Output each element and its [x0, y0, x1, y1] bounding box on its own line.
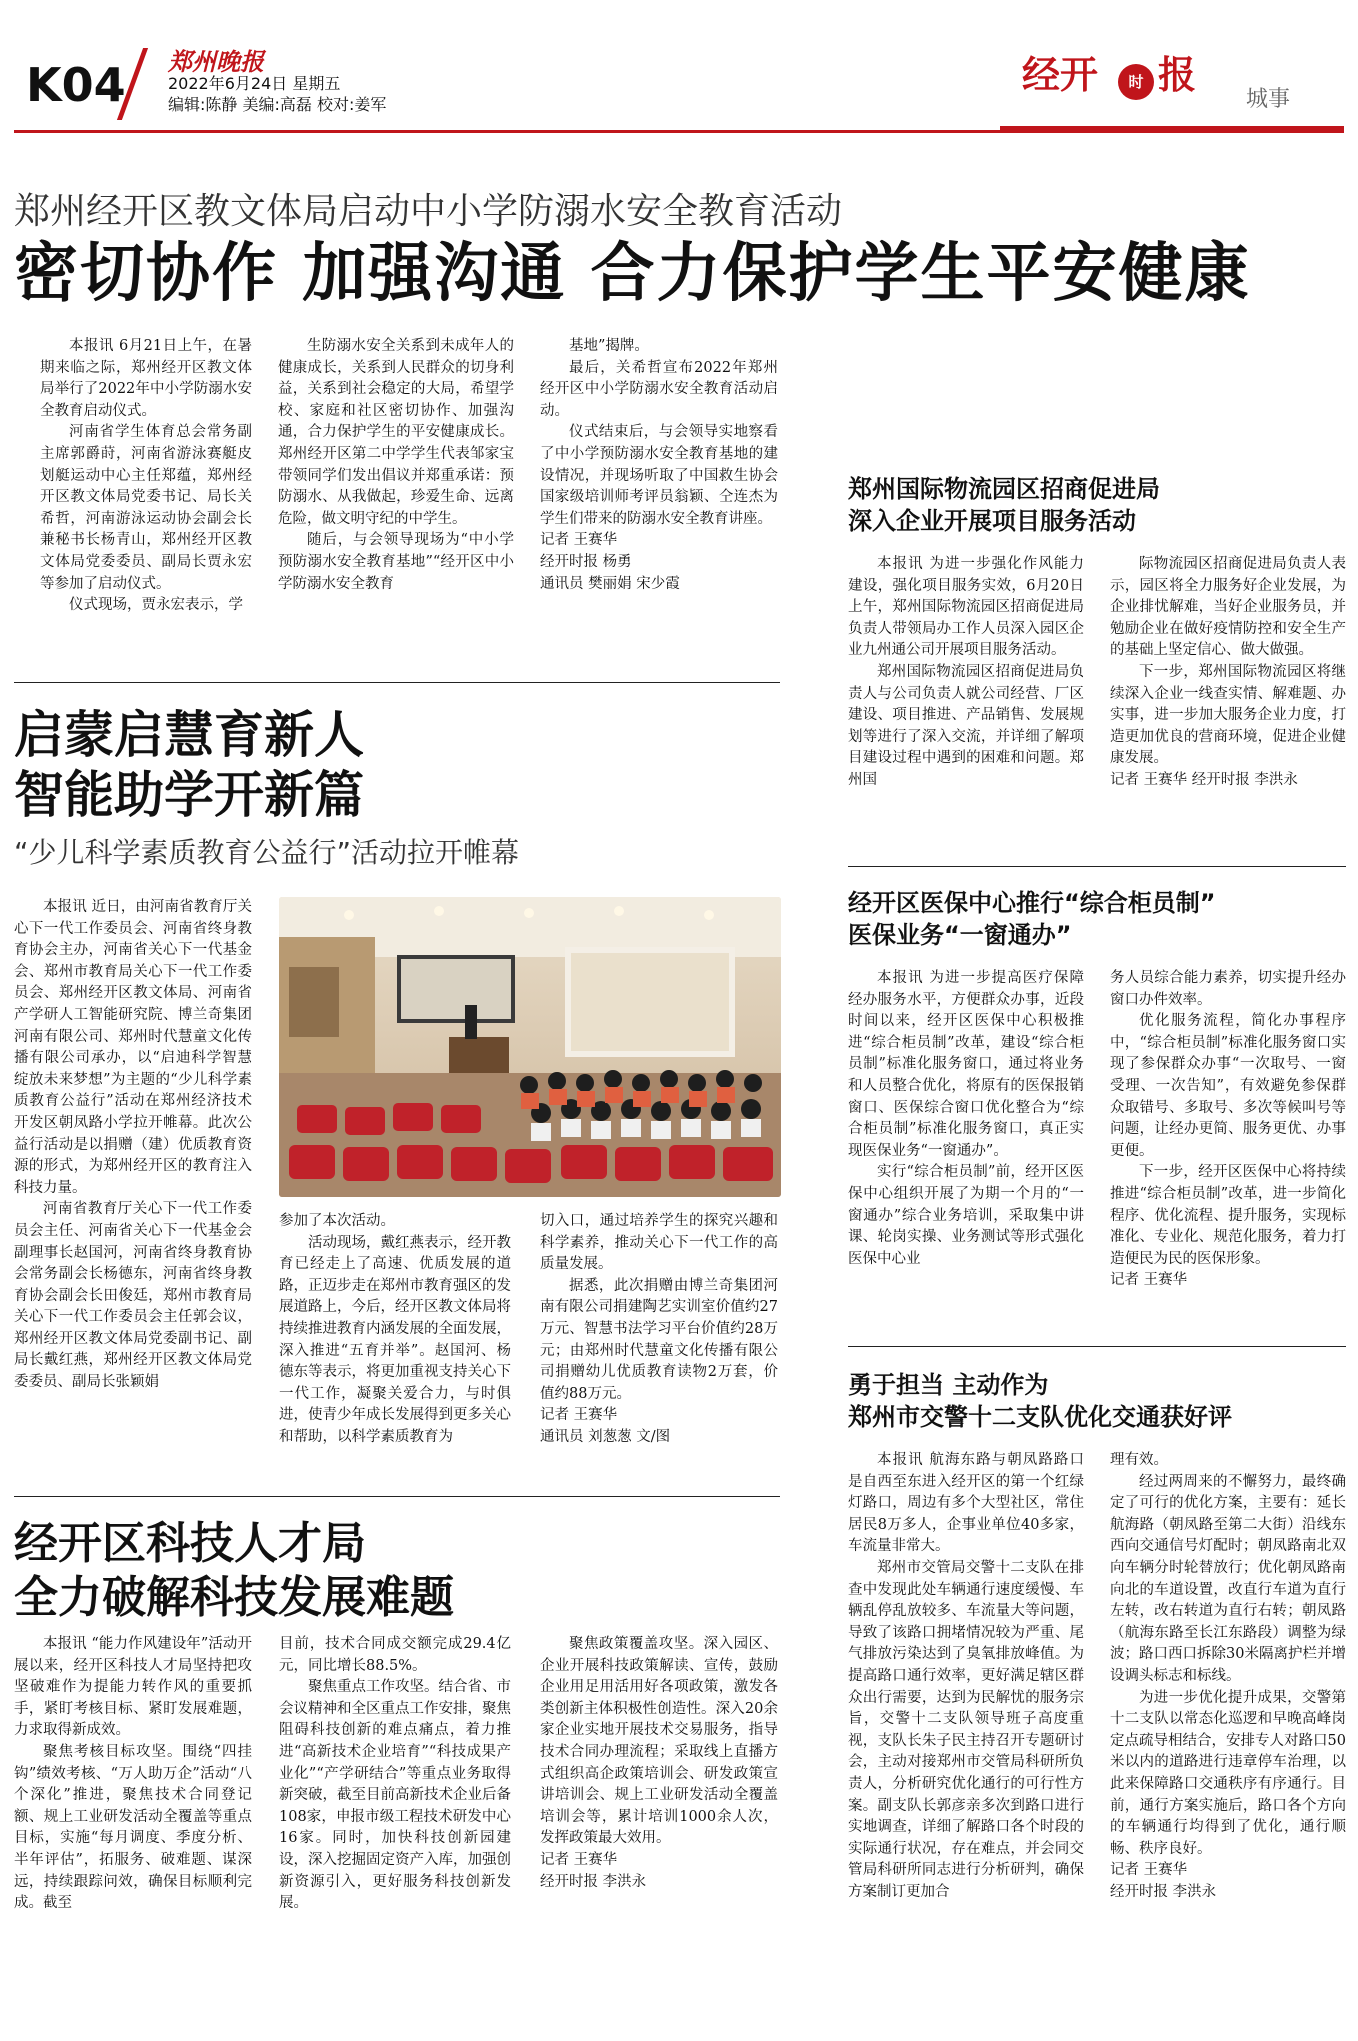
- a6-title-line2: 全力破解科技发展难题: [14, 1572, 454, 1623]
- header-accent-rule: [1000, 126, 1344, 130]
- brand-name-a: 经开: [1022, 53, 1099, 97]
- a3-title-line1: 启蒙启慧育新人: [14, 706, 364, 764]
- editor-credits: 编辑:陈静 美编:高磊 校对:姜军: [168, 95, 387, 114]
- a6-title-line1: 经开区科技人才局: [14, 1518, 366, 1569]
- auditorium-photo-icon: [279, 897, 781, 1197]
- a4-col2: 务人员综合能力素养，切实提升经办窗口办件效率。 优化服务流程，简化办事程序中，“综合柜员制”标准化服务窗口实现了参保群众办事“一次取号、一窗受理、一次告知”，有效避免参保群众取错号、多取号、多次等候叫号等问题，让经办更简、服务更优、办事更便。 下一步，经开区医保中心将持续推进“综合柜员制”改革，进一步简化程序、优化流程、提升服务，实现标准化、专业化、规范化服务，着力打造便民为民的医保形象。 记者 王赛华: [1110, 970, 1346, 1289]
- a2-col2: 际物流园区招商促进局负责人表示，园区将全力服务好企业发展，为企业排忧解难，当好企业服务员，并勉励企业在做好疫情防控和安全生产的基础上坚定信心、做大做强。 下一步，郑州国际物流园区将继续深入企业一线查实情、解难题、办实事，进一步加大服务企业力度，打造更加优良的营商环境，促进企业健康发展。 记者 王赛华 经开时报 李洪永: [1110, 556, 1346, 788]
- a3-subtitle: “少儿科学素质教育公益行”活动拉开帷幕: [14, 836, 520, 869]
- a6-col1: 本报讯 “能力作风建设年”活动开展以来，经开区科技人才局坚持把攻坚破难作为提能力转作风的重要抓手，紧盯考核目标、紧盯发展难题，力求取得新成效。 聚焦考核目标攻坚。围绕“四挂钩”绩效考核、“万人助万企”活动“八个深化”推进，聚焦技术合同登记额、规上工业研发活动全覆盖等重点目标，实施“每月调度、季度分析、半年评估”，拓服务、破难题、谋深远，持续跟踪问效，确保目标顺利完成。截至: [14, 1636, 252, 1912]
- a5-col1: 本报讯 航海东路与朝凤路路口是自西至东进入经开区的第一个红绿灯路口，周边有多个大型社区，常住居民8万多人，企事业单位40多家，车流量非常大。 郑州市交管局交警十二支队在排查中发现此处车辆通行速度缓慢、车辆乱停乱放较多、车流量大等问题，导致了该路口拥堵情况较为严重、尾气排放污染达到了臭氧排放峰值。为提高路口通行效率，更好满足辖区群众出行需要，达到为民解忧的服务宗旨，交警十二支队领导班子高度重视，支队长朱子民主持召开专题研讨会，主动对接郑州市交管局科研所负责人，分析研究优化通行的可行性方案。副支队长郭彦亲多次到路口进行实地调查，详细了解路口各个时段的实际通行状况，存在难点，并会同交管局科研所同志进行分析研判，确保方案制订更加合: [848, 1452, 1084, 1900]
- a5-title-line1: 勇于担当 主动作为: [848, 1371, 1049, 1399]
- section-label: 城事: [1246, 87, 1291, 112]
- a3-col2: 参加了本次活动。 活动现场，戴红燕表示，经开教育已经走上了高速、优质发展的道路，正迈步走在郑州市教育强区的发展道路上，今后，经开区教文体局将持续推进教育内涵发展的全面发展，深入推进“五育并举”。赵国河、杨德东等表示，将更加重视支持关心下一代工作，凝聚关爱合力，与时俱进，使青少年成长发展得到更多关心和帮助，以科学素质教育为: [279, 1213, 511, 1445]
- a2-title-line2: 深入企业开展项目服务活动: [848, 507, 1136, 535]
- divider: [848, 1346, 1346, 1347]
- a2-title-line1: 郑州国际物流园区招商促进局: [848, 475, 1160, 503]
- a5-title-line2: 郑州市交警十二支队优化交通获好评: [848, 1403, 1232, 1431]
- a1-kicker: 郑州经开区教文体局启动中小学防溺水安全教育活动: [14, 191, 843, 232]
- divider: [14, 1496, 780, 1497]
- a6-col3: 聚焦政策覆盖攻坚。深入园区、企业开展科技政策解读、宣传，鼓励企业用足用活用好各项政策，激发各类创新主体积极性创造性。深入20余家企业实地开展技术交易服务，指导技术合同办理流程；采取线上直播方式组织高企政策培训会、研发政策宣讲培训会、规上工业研发活动全覆盖培训会等，累计培训1000余人次，发挥政策最大效用。 记者 王赛华 经开时报 李洪永: [540, 1636, 778, 1890]
- issue-date: 2022年6月24日 星期五: [168, 74, 341, 93]
- event-photo: [279, 897, 781, 1197]
- a1-title: 密切协作 加强沟通 合力保护学生平安健康: [14, 237, 1251, 311]
- a2-col1: 本报讯 为进一步强化作风能力建设，强化项目服务实效，6月20日上午，郑州国际物流园区招商促进局负责人带领局办工作人员深入园区企业九州通公司开展项目服务活动。 郑州国际物流园区招商促进局负责人与公司负责人就公司经营、厂区建设、项目推进、产品销售、发展规划等进行了深入交流，并详细了解项目建设过程中遇到的困难和问题。郑州国: [848, 556, 1084, 788]
- a4-title-line1: 经开区医保中心推行“综合柜员制”: [848, 889, 1216, 917]
- divider: [14, 682, 780, 683]
- a4-title-line2: 医保业务“一窗通办”: [848, 921, 1072, 949]
- a4-col1: 本报讯 为进一步提高医疗保障经办服务水平，方便群众办事，近段时间以来，经开区医保中心积极推进“综合柜员制”改革，建设“综合柜员制”标准化服务窗口，通过将业务和人员整合优化，将原有的医保报销窗口、医保综合窗口优化整合为“综合柜员制”标准化服务窗口，真正实现医保业务“一窗通办”。 实行“综合柜员制”前，经开区医保中心组织开展了为期一个月的“一窗通办”综合业务培训，采取集中讲课、轮岗实操、业务测试等形式强化医保中心业: [848, 970, 1084, 1267]
- a1-col3: 基地”揭牌。 最后，关希哲宣布2022年郑州经开区中小学防溺水安全教育活动启动。 仪式结束后，与会领导实地察看了中小学预防溺水安全教育基地的建设情况，并现场听取了中国救生协会国家级培训师考评员翁颖、仝连杰为学生们带来的防溺水安全教育讲座。 记者 王赛华 经开时报 杨勇 通讯员 樊丽娟 宋少霞: [540, 338, 778, 592]
- divider: [848, 866, 1346, 867]
- brand-circle: 时: [1118, 64, 1154, 100]
- page-number: K04: [26, 58, 126, 112]
- a3-title-line2: 智能助学开新篇: [14, 766, 364, 824]
- brand-name-c: 报: [1158, 53, 1197, 97]
- a3-col1: 本报讯 近日，由河南省教育厅关心下一代工作委员会、河南省终身教育协会主办，河南省关心下一代基金会、郑州市教育局关心下一代工作委员会、郑州经开区教文体局、河南省产学研人工智能研究院、博兰奇集团河南有限公司、郑州时代慧童文化传播有限公司承办，以“启迪科学智慧 绽放未来梦想”为主题的“少儿科学素质教育公益行”活动在郑州经济技术开发区朝凤路小学拉开帷幕。此次公益行活动是以捐赠（建）优质教育资源的形式，为郑州经开区的教育注入科技力量。 河南省教育厅关心下一代工作委员会主任、河南省关心下一代基金会副理事长赵国河，河南省终身教育协会常务副会长杨德东，河南省终身教育协会副会长田俊廷，郑州市教育局关心下一代工作委员会主任郭会议，郑州经开区教文体局党委副书记、副局长戴红燕，郑州经开区教文体局党委委员、副局长张颖娟: [14, 899, 252, 1391]
- a6-col2: 目前，技术合同成交额完成29.4亿元，同比增长88.5%。 聚焦重点工作攻坚。结合省、市会议精神和全区重点工作安排，聚焦阻碍科技创新的难点痛点，着力推进“高新技术企业培育”“科技成果产业化”“产学研结合”等重点业务取得新突破，截至目前高新技术企业后备108家，申报市级工程技术研发中心16家。同时，加快科技创新园建设，深入挖掘固定资产入库，加强创新资源引入，更好服务科技创新发展。: [279, 1636, 511, 1912]
- a3-col3: 切入口，通过培养学生的探究兴趣和科学素养，推动关心下一代工作的高质量发展。 据悉，此次捐赠由博兰奇集团河南有限公司捐建陶艺实训室价值约27万元、智慧书法学习平台价值约28万元；由郑州时代慧童文化传播有限公司捐赠幼儿优质教育读物2万套，价值约88万元。 记者 王赛华 通讯员 刘葱葱 文/图: [540, 1213, 778, 1445]
- a1-col2: 生防溺水安全关系到未成年人的健康成长，关系到人民群众的切身利益，关系到社会稳定的大局，希望学校、家庭和社区密切协作、加强沟通，合力保护学生的平安健康成长。郑州经开区第二中学学生代表邹家宝带领同学们发出倡议并郑重承诺：预防溺水、从我做起，珍爱生命、远离危险，做文明守纪的中学生。 随后，与会领导现场为“中小学预防溺水安全教育基地”“经开区中小学防溺水安全教育: [278, 338, 514, 592]
- a5-col2: 理有效。 经过两周来的不懈努力，最终确定了可行的优化方案，主要有：延长航海路（朝凤路至第二大街）沿线东西向交通信号灯配时；朝凤路南北双向车辆分时轮替放行；优化朝凤路南向北的车道设置，改直行车道为直行左转，改右转道为直行右转；朝凤路（航海东路至长江东路段）调整为绿波；路口西口拆除30米隔离护栏并增设调头标志和标线。 为进一步优化提升成果，交警第十二支队以常态化巡逻和早晚高峰岗定点疏导相结合，安排专人对路口50米以内的道路进行违章停车治理，以此来保障路口交通秩序有序通行。目前，通行方案实施后，路口各个方向的车辆通行均得到了优化，通行顺畅、秩序良好。 记者 王赛华 经开时报 李洪永: [1110, 1452, 1346, 1900]
- masthead-logo: 郑州晚报: [168, 47, 264, 76]
- header-rule: [14, 130, 1344, 133]
- a1-col1: 本报讯 6月21日上午，在暑期来临之际，郑州经开区教文体局举行了2022年中小学防溺水安全教育启动仪式。 河南省学生体育总会常务副主席郭爵莳，河南省游泳赛艇皮划艇运动中心主任郑蕴，郑州经开区教文体局党委书记、局长关希哲，河南游泳运动协会副会长兼秘书长杨青山，郑州经开区教文体局党委委员、副局长贾永宏等参加了启动仪式。 仪式现场，贾永宏表示，学: [40, 338, 252, 614]
